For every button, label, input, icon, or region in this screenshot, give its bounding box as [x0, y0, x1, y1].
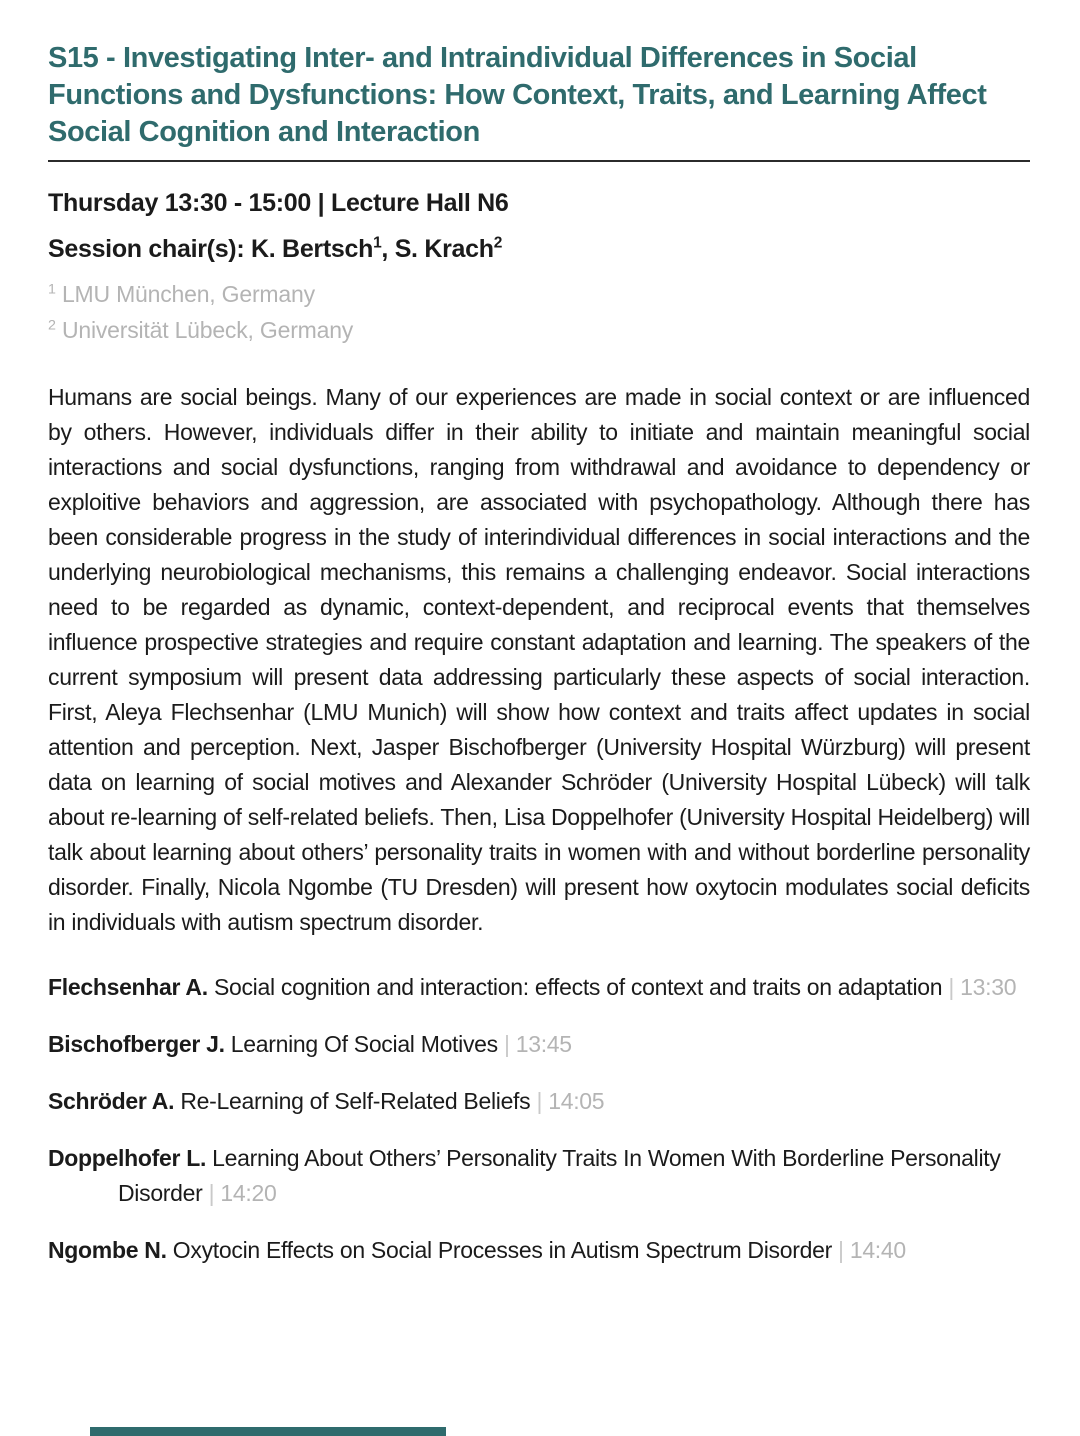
affiliations-list [48, 276, 1030, 348]
talk-author: Doppelhofer L. [48, 1145, 207, 1171]
talk-author: Ngombe N. [48, 1237, 167, 1263]
talk-time: 13:45 [515, 1031, 572, 1057]
talk-separator: | [536, 1088, 543, 1114]
talk-item [48, 1027, 1030, 1062]
schedule-separator: | [317, 189, 325, 217]
session-chairs [48, 235, 1030, 264]
affiliation-sup: 1 [48, 281, 56, 298]
talk-separator: | [208, 1180, 215, 1206]
talk-author: Bischofberger J. [48, 1031, 225, 1057]
session-schedule [48, 189, 1030, 218]
talk-time: 13:30 [960, 974, 1017, 1000]
talks-list [48, 970, 1030, 1268]
chair-sup: 2 [493, 234, 503, 252]
affiliation-sup: 2 [48, 317, 56, 334]
talk-separator: | [948, 974, 955, 1000]
talk-title: Learning Of Social Motives [230, 1031, 498, 1057]
talk-separator: | [503, 1031, 510, 1057]
talk-author: Schröder A. [48, 1088, 175, 1114]
talk-item [48, 1141, 1030, 1211]
talk-separator: | [838, 1237, 844, 1263]
chair-sup: 1 [373, 234, 382, 252]
talk-time: 14:40 [849, 1237, 906, 1263]
talk-item [48, 1233, 1030, 1268]
talk-author: Flechsenhar A. [48, 974, 208, 1000]
session-location: Lecture Hall N6 [330, 189, 509, 217]
talk-item [48, 1084, 1030, 1119]
affiliation-text: LMU München, Germany [61, 281, 315, 307]
chairs-names: K. Bertsch$^1$, S. Krach$^2$ [251, 234, 503, 263]
talk-title: Re-Learning of Self-Related Beliefs [180, 1088, 531, 1114]
talk-title: Learning About Others’ Personality Traits In Women With Borderline Personality Disorder [118, 1145, 1001, 1206]
affiliation-item [48, 276, 1030, 312]
talk-item [48, 970, 1030, 1005]
title-divider [48, 160, 1030, 162]
session-abstract-text: Humans are social beings. Many of our experiences are made in social context or are influenced by others. However, individuals differ in their ability to initiate and maintain meaningful social interactions and social dysfunctions, ranging from withdrawal and avoidance to dependency or exploitive behaviors and aggression, are associated with psychopathology. Although there has been considerable progress in the study of interindividual differences in social interactions and the underlying neurobiological mechanisms, this remains a challenging endeavor. Social interactions need to be regarded as dynamic, context-dependent, and reciprocal events that themselves influence prospective strategies and require constant adaptation and learning. The speakers of the current symposium will present data addressing particularly these aspects of social interaction. First, Aleya Flechsenhar (LMU Munich) will show how context and traits affect updates in social attention and perception. Next, Jasper Bischofberger (University Hospital Würzburg) will present data on learning of social motives and Alexander Schröder (University Hospital Lübeck) will talk about re-learning of self-related beliefs. Then, Lisa Doppelhofer (University Hospital Heidelberg) will talk about learning about others’ personality traits in women with and without borderline personality disorder. Finally, Nicola Ngombe (TU Dresden) will present how oxytocin modulates social deficits in individuals with autism spectrum disorder. [48, 384, 1030, 935]
talk-time: 14:20 [220, 1180, 277, 1206]
affiliation-text: Universität Lübeck, Germany [61, 317, 354, 343]
session-datetime: Thursday 13:30 - 15:00 [48, 189, 311, 217]
next-section-strip [90, 1427, 446, 1436]
talk-title: Social cognition and interaction: effects of context and traits on adaptation [213, 974, 943, 1000]
talk-time: 14:05 [548, 1088, 605, 1114]
affiliation-item [48, 312, 1030, 348]
session-title: S15 - Investigating Inter- and Intraindividual Differences in Social Functions and Dysfunctions: How Context, Traits, and Learning Affect Social Cognition and Interaction [48, 42, 987, 148]
talk-title: Oxytocin Effects on Social Processes in Autism Spectrum Disorder [172, 1237, 832, 1263]
chairs-label: Session chair(s): [48, 235, 245, 263]
